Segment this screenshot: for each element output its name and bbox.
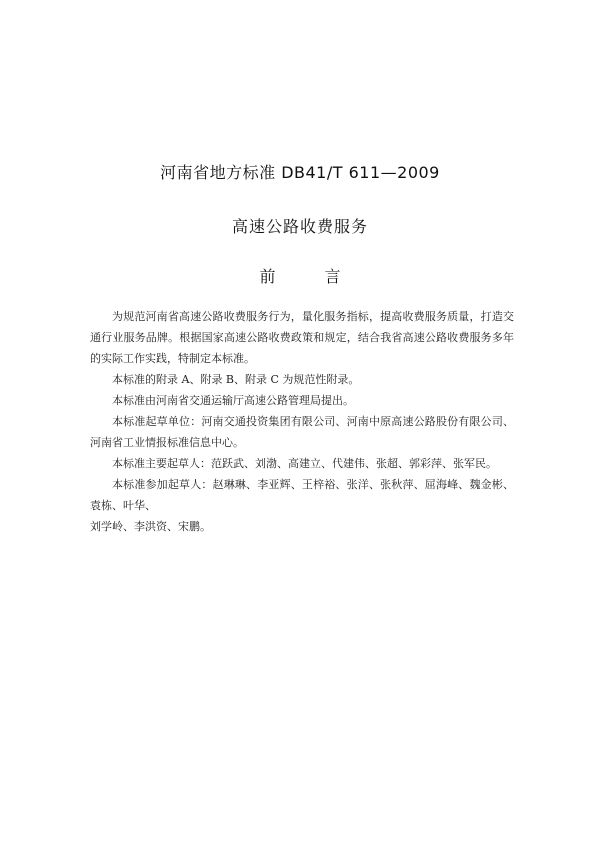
paragraph-appendix: 本标准的附录 A、附录 B、附录 C 为规范性附录。: [112, 373, 360, 386]
paragraph-participating-drafters: 本标准参加起草人：赵琳琳、李亚辉、王梓裕、张洋、张秋萍、屈海峰、魏金彬、袁栋、叶华、: [90, 478, 514, 512]
paragraph-drafters-continued: 刘学岭、李洪资、宋鹏。: [90, 520, 211, 533]
paragraph-drafting-units: 本标准起草单位：河南交通投资集团有限公司、河南中原高速公路股份有限公司、河南省工业情报标准信息中心。: [90, 415, 514, 449]
standard-number-title: 河南省地方标准 DB41/T 611—2009: [160, 163, 440, 182]
paragraph-proposer: 本标准由河南省交通运输厅高速公路管理局提出。: [112, 394, 354, 407]
foreword-heading: 前 言: [259, 267, 363, 286]
document-title: 高速公路收费服务: [231, 217, 368, 236]
foreword-body: [90, 306, 514, 537]
paragraph-purpose: 为规范河南省高速公路收费服务行为，量化服务指标，提高收费服务质量，打造交通行业服务品牌。根据国家高速公路收费政策和规定，结合我省高速公路收费服务多年的实际工作实践，特制定本标准。: [90, 310, 514, 365]
paragraph-main-drafters: 本标准主要起草人：范跃武、刘渤、高建立、代建伟、张超、郭彩萍、张军民。: [112, 457, 497, 470]
